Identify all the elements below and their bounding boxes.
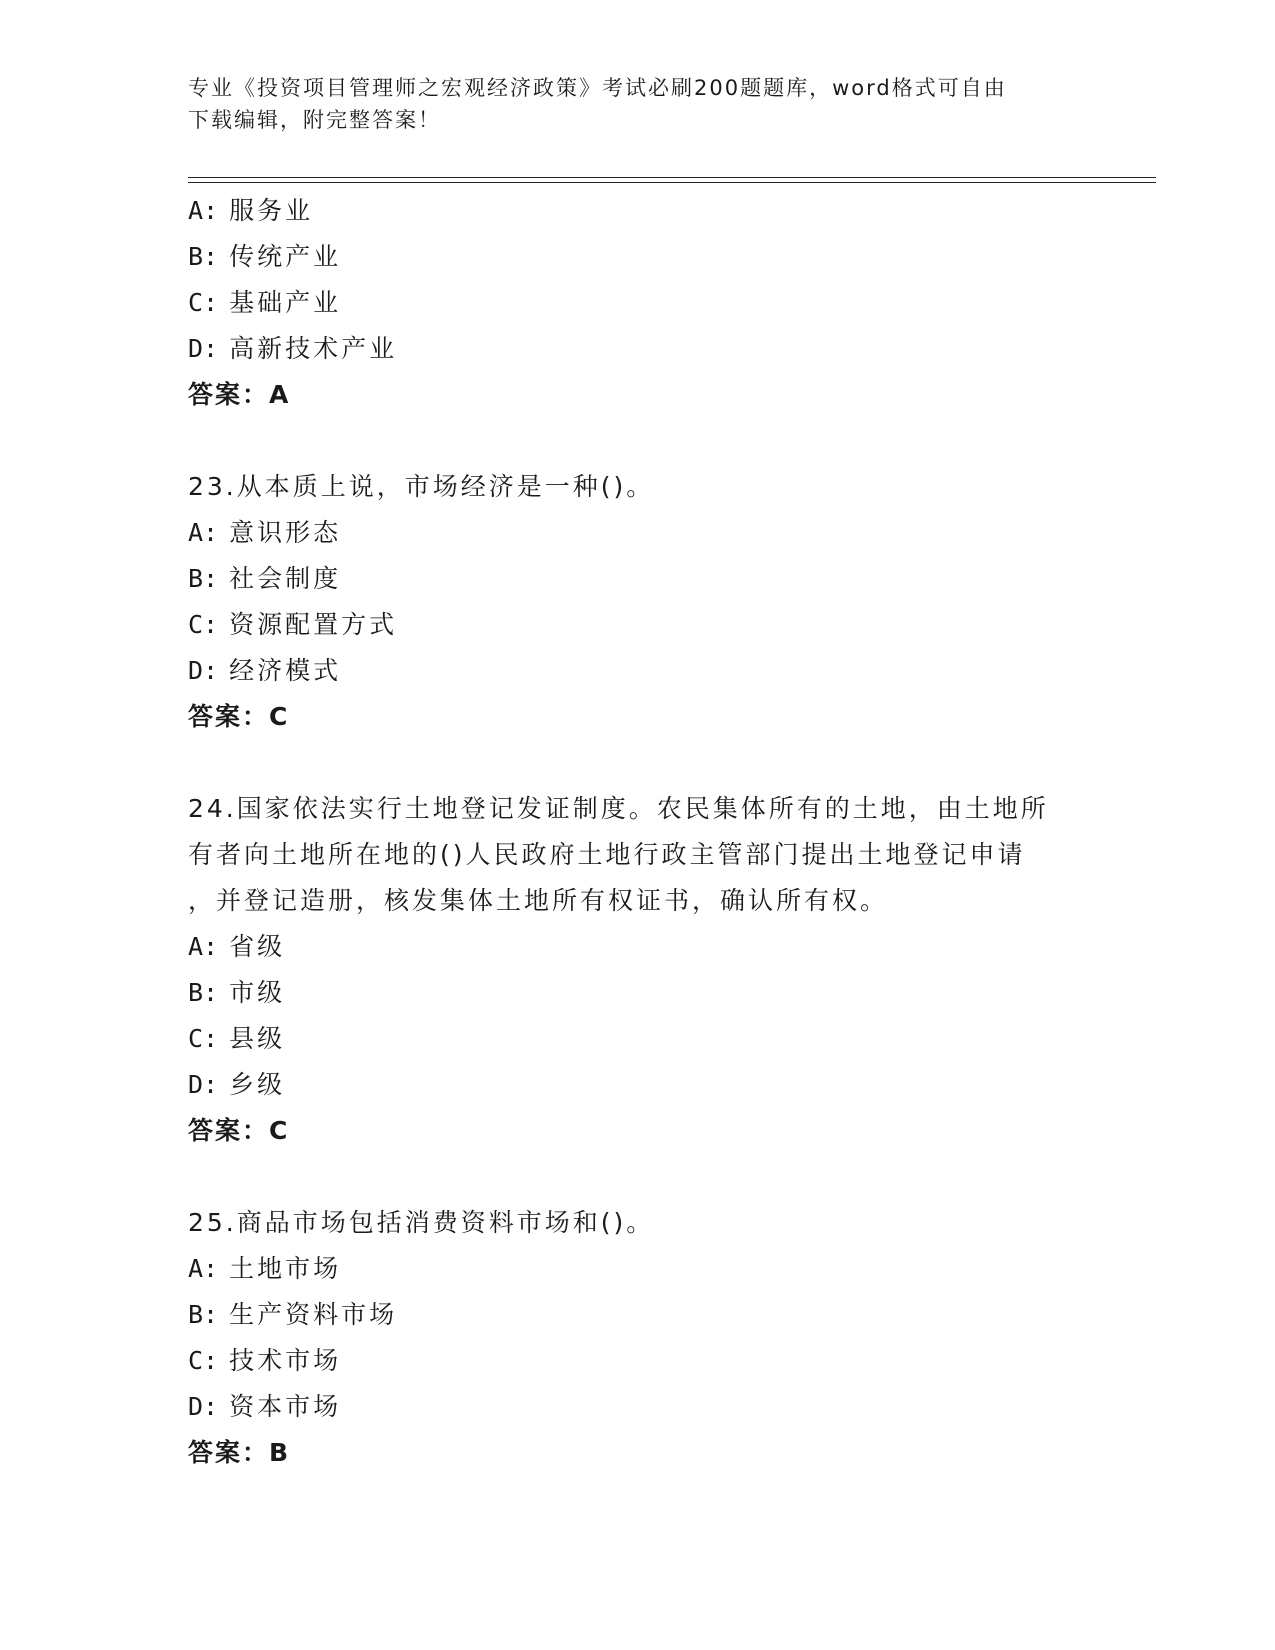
- option-a: [188, 188, 1088, 234]
- option-text: 经济模式: [229, 656, 342, 685]
- option-letter: A:: [188, 1254, 219, 1283]
- option-b: [188, 234, 1088, 280]
- question-25: [188, 1200, 1088, 1476]
- question-24: [188, 786, 1088, 1154]
- spacer: [188, 1154, 1088, 1200]
- option-a: [188, 1246, 1088, 1292]
- option-d: [188, 1062, 1088, 1108]
- option-text: 基础产业: [229, 288, 342, 317]
- question-22-partial: [188, 188, 1088, 418]
- option-letter: D:: [188, 656, 219, 685]
- option-letter: B:: [188, 978, 219, 1007]
- option-text: 土地市场: [229, 1254, 342, 1283]
- option-text: 乡级: [229, 1070, 286, 1099]
- answer-line: 答案：B: [188, 1438, 291, 1467]
- option-letter: D:: [188, 334, 219, 363]
- option-letter: A:: [188, 196, 219, 225]
- option-d: [188, 648, 1088, 694]
- option-a: [188, 924, 1088, 970]
- option-letter: C:: [188, 610, 219, 639]
- option-text: 意识形态: [229, 518, 342, 547]
- option-text: 高新技术产业: [229, 334, 398, 363]
- document-header: [188, 72, 1088, 136]
- spacer: [188, 418, 1088, 464]
- option-a: [188, 510, 1088, 556]
- option-text: 省级: [229, 932, 286, 961]
- option-c: [188, 1338, 1088, 1384]
- question-list: [188, 188, 1088, 1476]
- option-letter: C:: [188, 1346, 219, 1375]
- option-text: 服务业: [229, 196, 314, 225]
- option-c: [188, 280, 1088, 326]
- option-c: [188, 1016, 1088, 1062]
- answer-line: 答案：C: [188, 1116, 290, 1145]
- option-text: 社会制度: [229, 564, 342, 593]
- option-b: [188, 556, 1088, 602]
- question-23: [188, 464, 1088, 740]
- header-line-1: 专业《投资项目管理师之宏观经济政策》考试必刷200题题库，word格式可自由: [188, 76, 1007, 100]
- question-stem: 24.国家依法实行土地登记发证制度。农民集体所有的土地，由土地所: [188, 794, 1049, 823]
- option-letter: B:: [188, 242, 219, 271]
- option-d: [188, 1384, 1088, 1430]
- option-d: [188, 326, 1088, 372]
- option-b: [188, 970, 1088, 1016]
- option-letter: C:: [188, 1024, 219, 1053]
- question-stem: 25.商品市场包括消费资料市场和()。: [188, 1208, 655, 1237]
- option-letter: A:: [188, 518, 219, 547]
- option-text: 资源配置方式: [229, 610, 398, 639]
- option-text: 县级: [229, 1024, 286, 1053]
- question-stem: 有者向土地所在地的()人民政府土地行政主管部门提出土地登记申请: [188, 840, 1026, 869]
- option-letter: B:: [188, 564, 219, 593]
- option-c: [188, 602, 1088, 648]
- option-text: 传统产业: [229, 242, 342, 271]
- header-line-2: 下载编辑，附完整答案！: [188, 108, 441, 132]
- header-divider-top: [188, 177, 1156, 178]
- option-text: 市级: [229, 978, 286, 1007]
- option-letter: C:: [188, 288, 219, 317]
- question-stem: 23.从本质上说，市场经济是一种()。: [188, 472, 655, 501]
- option-text: 生产资料市场: [229, 1300, 398, 1329]
- question-stem: ，并登记造册，核发集体土地所有权证书，确认所有权。: [188, 886, 889, 915]
- option-text: 技术市场: [229, 1346, 342, 1375]
- option-letter: D:: [188, 1392, 219, 1421]
- spacer: [188, 740, 1088, 786]
- option-letter: A:: [188, 932, 219, 961]
- option-letter: D:: [188, 1070, 219, 1099]
- answer-line: 答案：C: [188, 702, 290, 731]
- answer-line: 答案：A: [188, 380, 291, 409]
- option-letter: B:: [188, 1300, 219, 1329]
- option-text: 资本市场: [229, 1392, 342, 1421]
- option-b: [188, 1292, 1088, 1338]
- header-divider-bottom: [188, 182, 1156, 183]
